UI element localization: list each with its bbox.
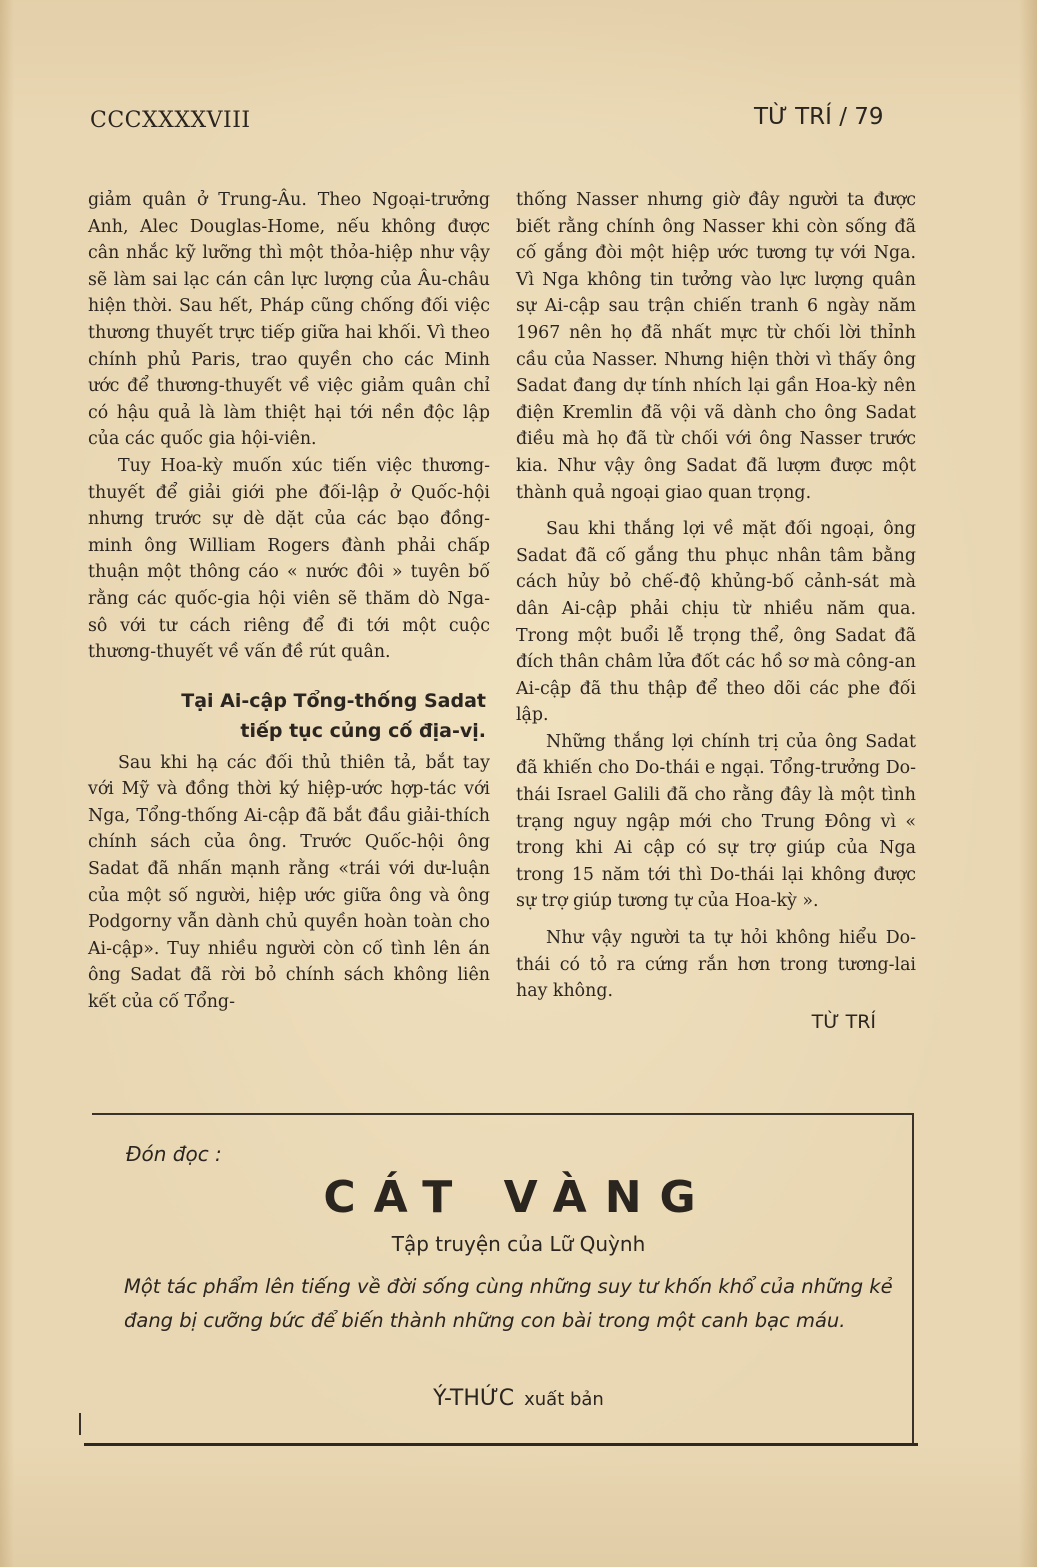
page-edge-shadow (1019, 0, 1037, 1567)
article-paragraph: Như vậy người ta tự hỏi không hiểu Do-thái có tỏ ra cứng rắn hơn trong tương-lai hay không. (516, 928, 916, 1002)
section-heading-line: tiếp tục củng cố địa-vị. (240, 719, 486, 742)
article-paragraph: Tuy Hoa-kỳ muốn xúc tiến việc thương-thuyết để giải giới phe đối-lập ở Quốc-hội nhưng trước sự dè dặt của các bạo đồng-minh ông William Rogers đành phải chấp thuận một thông cáo « nước đôi » tuyên bố rằng các quốc-gia hội viên sẽ thăm dò Nga-sô với tư cách riêng để đi tới một cuộc thương-thuyết về vấn đề rút quân. (88, 455, 490, 663)
article-paragraph: Sau khi thắng lợi về mặt đối ngoại, ông Sadat đã cố gắng thu phục nhân tâm bằng cách hủy bỏ chế-độ khủng-bố cảnh-sát mà dân Ai-cập phải chịu từ nhiều năm qua. Trong một buổi lễ trọng thể, ông Sadat đã đích thân châm lửa đốt các hồ sơ mà công-an Ai-cập đã thu thập để theo dõi các phe đối lập. (516, 519, 916, 726)
ad-box-corner-mark (79, 1413, 84, 1435)
publisher-suffix: xuất bản (524, 1389, 604, 1410)
article-paragraph: Sau khi hạ các đối thủ thiên tả, bắt tay với Mỹ và đồng thời ký hiệp-ước hợp-tác với Nga, Tổng-thống Ai-cập đã bắt đầu giải-thích chính sách của ông. Trước Quốc-hội ông Sadat đã nhấn mạnh rằng «trái với dư-luận của một số người, hiệp ước giữa ông và ông Podgorny vẫn dành chủ quyền hoàn toàn cho Ai-cập». Tuy nhiều người còn cố tình lên án ông Sadat đã rời bỏ chính sách không liên kết của cố Tổng- (88, 752, 490, 1013)
section-heading (88, 686, 490, 746)
ad-label: Đón đọc : (126, 1142, 222, 1166)
ad-subtitle: Tập truyện của Lữ Quỳnh (391, 1232, 646, 1256)
ad-description: Một tác phẩm lên tiếng về đời sống cùng những suy tư khốn khổ của những kẻ đang bị cưỡng bức để biến thành những con bài trong một canh bạc máu. (124, 1275, 893, 1332)
article-paragraph: Những thắng lợi chính trị của ông Sadat đã khiến cho Do-thái e ngại. Tổng-trưởng Do-thái Israel Galili đã cho rằng đây là một tình trạng nguy ngập mới cho Trung Đông vì « trong khi Ai cập có sự trợ giúp của Nga trong 15 năm tới thì Do-thái lại không được sự trợ giúp tương tự của Hoa-kỳ ». (516, 731, 916, 912)
bottom-rule (84, 1443, 918, 1446)
section-heading-line: Tại Ai-cập Tổng-thống Sadat (181, 689, 486, 712)
section-number: CCCXXXXVIII (90, 108, 251, 133)
article-column-left (88, 187, 490, 1016)
publisher-name: Ý-THỨC (433, 1386, 515, 1411)
article-column-right (516, 187, 916, 1035)
author-signature: TỪ TRÍ (811, 1010, 876, 1033)
ad-publisher (0, 1386, 1037, 1411)
article-paragraph: thống Nasser nhưng giờ đây người ta được biết rằng chính ông Nasser khi còn sống đã cố gắng đòi một hiệp ước tương tự với Nga. Vì Nga không tin tưởng vào lực lượng quân sự Ai-cập sau trận chiến tranh 6 ngày năm 1967 nên họ đã nhất mực từ chối lời thỉnh cầu của Nasser. Nhưng hiện thời vì thấy ông Sadat đang dự tính nhích lại gần Hoa-kỳ nên điện Kremlin đã vội vã dành cho ông Sadat điều mà họ đã từ chối với ông Nasser trước kia. Như vậy ông Sadat đã lượm được một thành quả ngoại giao quan trọng. (516, 190, 916, 503)
page-number: TỪ TRÍ / 79 (754, 104, 884, 130)
article-paragraph: giảm quân ở Trung-Âu. Theo Ngoại-trưởng Anh, Alec Douglas-Home, nếu không được cân nhắc kỹ lưỡng thì một thỏa-hiệp như vậy sẽ làm sai lạc cán cân lực lượng của Âu-châu hiện thời. Sau hết, Pháp cũng chống đối việc thương thuyết trực tiếp giữa hai khối. Vì theo chính phủ Paris, trao quyền cho các Minh ước để thương-thuyết về việc giảm quân chỉ có hậu quả là làm thiệt hại tới nền độc lập của các quốc gia hội-viên. (88, 190, 490, 450)
page-edge-shadow (0, 0, 14, 1567)
ad-book-title: CÁT VÀNG (323, 1172, 714, 1223)
